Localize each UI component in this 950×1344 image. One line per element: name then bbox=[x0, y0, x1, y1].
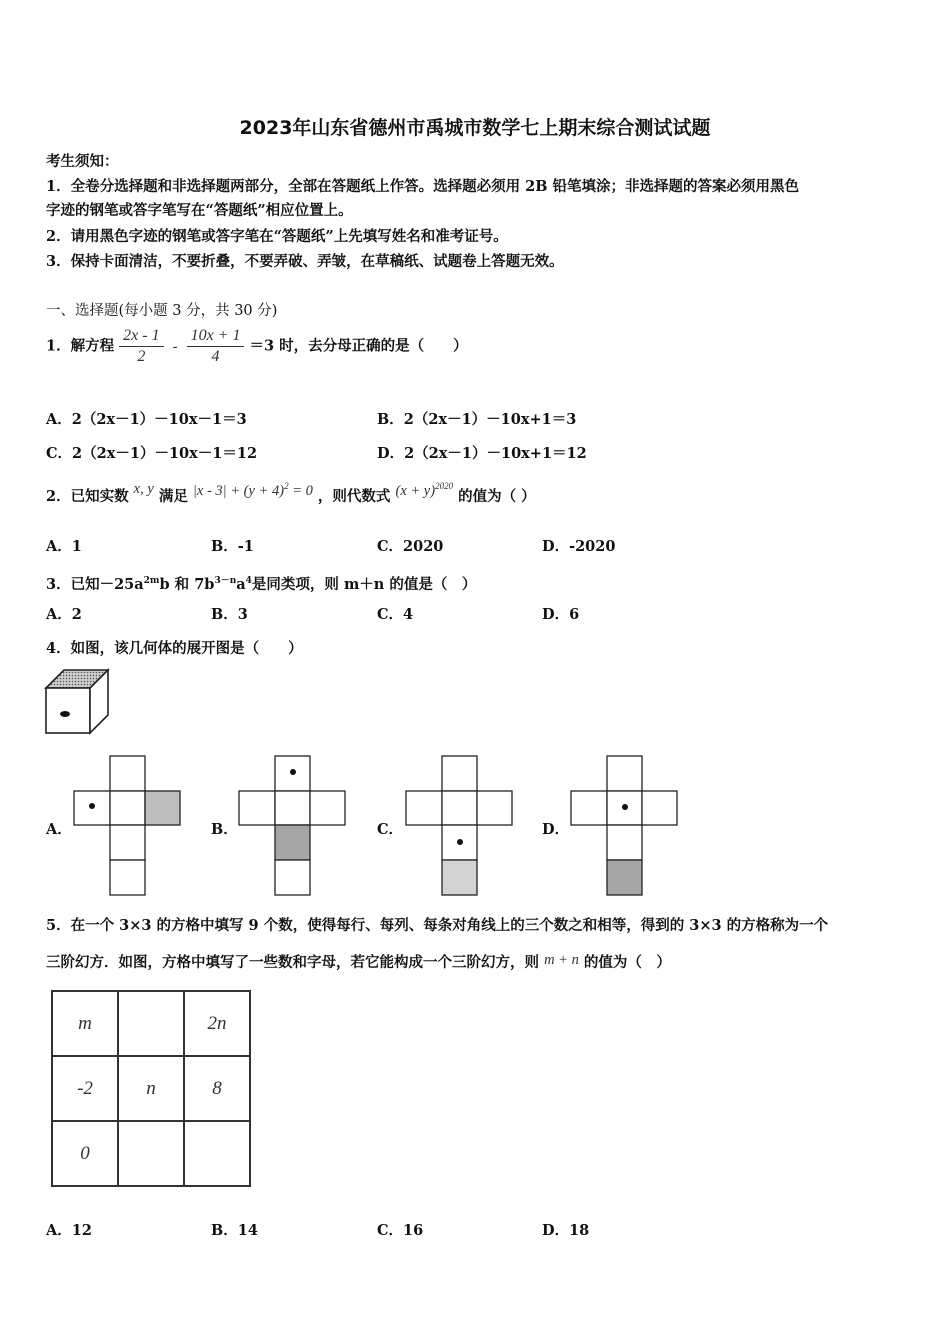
cube-figure bbox=[44, 668, 114, 738]
grid-cell: 2n bbox=[184, 991, 250, 1056]
grid-cell: 0 bbox=[52, 1121, 118, 1186]
q3-option-b: B．3 bbox=[211, 606, 248, 623]
q4-option-d: D． bbox=[542, 821, 570, 838]
q2-option-c: C．2020 bbox=[377, 538, 444, 555]
q2-cond-exp: 2 bbox=[284, 481, 289, 491]
grid-cell bbox=[184, 1121, 250, 1186]
question-1 bbox=[46, 326, 468, 367]
q5-option-a: A．12 bbox=[46, 1222, 92, 1239]
q5-line2a: 三阶幻方．如图，方格中填写了一些数和字母，若它能构成一个三阶幻方，则 bbox=[46, 954, 539, 971]
grid-cell: 8 bbox=[184, 1056, 250, 1121]
q4-option-a: A． bbox=[46, 821, 72, 838]
grid-row bbox=[52, 991, 250, 1056]
notice-line-2: 2．请用黑色字迹的钢笔或答字笔在“答题纸”上先填写姓名和准考证号。 bbox=[46, 228, 508, 245]
section-heading: 一、选择题(每小题 3 分，共 30 分) bbox=[46, 303, 278, 319]
grid-cell bbox=[118, 1121, 184, 1186]
net-a bbox=[72, 754, 184, 900]
question-5-line-2 bbox=[46, 953, 671, 973]
q4-option-b: B． bbox=[211, 821, 238, 838]
q3-part4: 是同类项，则 m＋n 的值是（ ） bbox=[251, 575, 477, 593]
net-b bbox=[237, 754, 349, 900]
q3-part2: b 和 7b bbox=[159, 575, 215, 593]
q3-option-d: D．6 bbox=[542, 606, 580, 623]
q2-prefix: 2．已知实数 bbox=[46, 487, 129, 505]
cube-dot bbox=[60, 711, 70, 717]
q1-option-d: D．2（2x－1）－10x+1＝12 bbox=[377, 445, 587, 462]
notice-heading: 考生须知： bbox=[46, 153, 119, 170]
net-c bbox=[404, 754, 516, 900]
q2-mid2: ，则代数式 bbox=[317, 487, 391, 505]
net-d bbox=[569, 754, 681, 900]
magic-square-grid bbox=[51, 990, 251, 1187]
q2-option-a: A．1 bbox=[46, 538, 82, 555]
q5-m-plus-n: m + n bbox=[544, 952, 579, 968]
q2-condition bbox=[193, 483, 313, 499]
q2-cond: |x - 3| + (y + 4) bbox=[192, 482, 285, 499]
q1-minus: - bbox=[172, 338, 178, 355]
q3-exp2: 3－n bbox=[214, 576, 237, 586]
q1-fraction-2 bbox=[187, 326, 245, 367]
q1-fraction-1 bbox=[119, 326, 163, 367]
grid-cell bbox=[118, 991, 184, 1056]
q3-exp1: 2m bbox=[143, 576, 160, 586]
q2-option-b: B．-1 bbox=[211, 538, 254, 555]
q1-frac1-den: 2 bbox=[137, 348, 146, 365]
q3-part3: a bbox=[236, 575, 246, 593]
q2-expression bbox=[395, 483, 453, 499]
question-4: 4．如图，该几何体的展开图是（ ） bbox=[46, 640, 303, 657]
page-title: 2023年山东省德州市禹城市数学七上期末综合测试试题 bbox=[239, 117, 711, 139]
grid-row bbox=[52, 1056, 250, 1121]
q4-option-c: C． bbox=[377, 821, 404, 838]
q3-option-a: A．2 bbox=[46, 606, 82, 623]
q1-suffix: ＝3 时，去分母正确的是（ ） bbox=[249, 337, 468, 355]
q3-option-c: C．4 bbox=[377, 606, 414, 623]
q2-expr: (x + y) bbox=[395, 482, 436, 499]
question-3 bbox=[46, 571, 476, 595]
grid-row bbox=[52, 1121, 250, 1186]
q2-vars: x, y bbox=[133, 480, 154, 497]
q1-frac2-den: 4 bbox=[211, 348, 220, 365]
q2-option-d: D．-2020 bbox=[542, 538, 616, 555]
q1-frac1-num: 2x - 1 bbox=[119, 326, 163, 347]
q5-option-b: B．14 bbox=[211, 1222, 258, 1239]
notice-line-1a: 1．全卷分选择题和非选择题两部分，全部在答题纸上作答。选择题必须用 2B 铅笔填涂；非选择题的答案必须用黑色 bbox=[46, 178, 800, 195]
q1-option-c: C．2（2x－1）－10x－1＝12 bbox=[46, 445, 258, 462]
q2-cond-end: = 0 bbox=[288, 482, 313, 499]
q5-option-c: C．16 bbox=[377, 1222, 424, 1239]
q2-mid: 满足 bbox=[158, 487, 188, 505]
q1-option-a: A．2（2x－1）－10x－1＝3 bbox=[46, 411, 247, 428]
cube-front-face bbox=[46, 688, 90, 733]
q1-frac2-num: 10x + 1 bbox=[187, 326, 245, 347]
grid-cell: -2 bbox=[52, 1056, 118, 1121]
grid-cell: m bbox=[52, 991, 118, 1056]
q2-suffix: 的值为（ ） bbox=[458, 487, 536, 505]
q5-line2b: 的值为（ ） bbox=[583, 954, 671, 971]
grid-cell: n bbox=[118, 1056, 184, 1121]
question-5-line-1: 5．在一个 3×3 的方格中填写 9 个数，使得每行、每列、每条对角线上的三个数之和相等，得到的 3×3 的方格称为一个 bbox=[46, 917, 829, 934]
q2-expr-exp: 2020 bbox=[435, 481, 454, 491]
q3-part1: 3．已知－25a bbox=[46, 575, 144, 593]
q1-prefix: 1．解方程 bbox=[46, 337, 115, 355]
q3-exp3: 4 bbox=[245, 576, 252, 586]
question-2 bbox=[46, 482, 536, 507]
notice-line-3: 3．保持卡面清洁，不要折叠，不要弄破、弄皱，在草稿纸、试题卷上答题无效。 bbox=[46, 253, 564, 270]
notice-line-1b: 字迹的钢笔或答字笔写在“答题纸”相应位置上。 bbox=[46, 202, 353, 219]
q1-option-b: B．2（2x－1）－10x+1＝3 bbox=[377, 411, 577, 428]
q5-option-d: D．18 bbox=[542, 1222, 590, 1239]
